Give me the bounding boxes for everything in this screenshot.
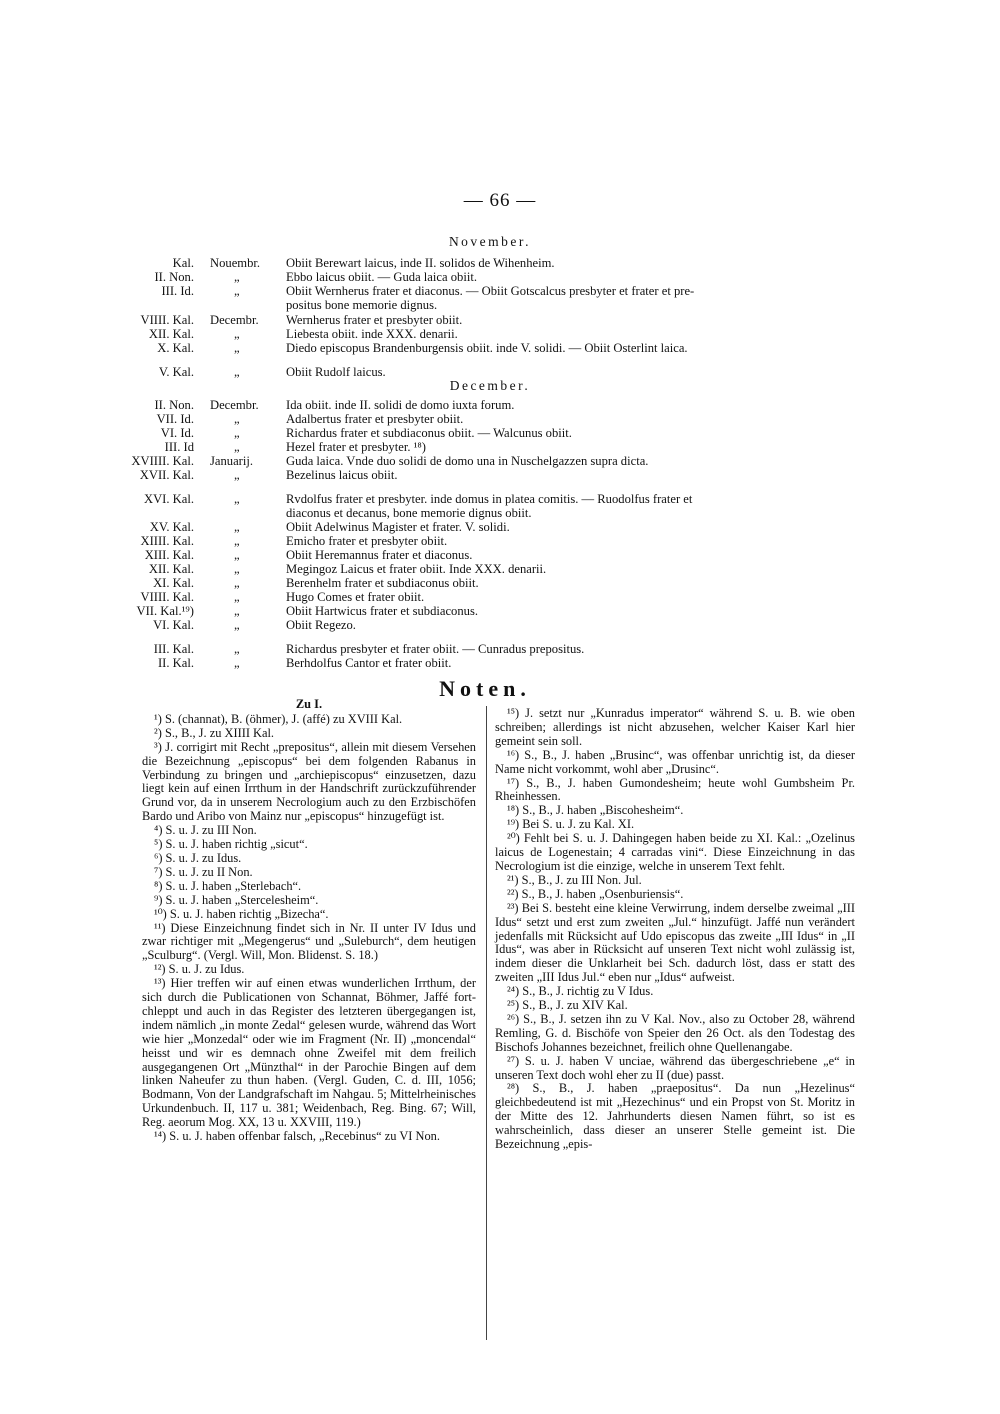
entry-day: III. Id (164, 440, 194, 454)
column-divider (486, 706, 487, 1340)
entry-day: XIIII. Kal. (140, 534, 194, 548)
entry-day: VI. Kal. (153, 618, 194, 632)
footnote: ¹¹) Diese Einzeichnung findet sich in Nr. II unter IV Idus und zwar richtiger mit „Megengerus“ und „Suleburch“, dem heutigen „Sculburg“. (Vergl. Will, Mon. Blidenst. S. 18.) (142, 920, 476, 963)
footnote: ²¹) S., B., J. zu III Non. Jul. (507, 872, 642, 887)
entry-month: „ (234, 284, 240, 298)
footnote: ⁶) S. u. J. zu Idus. (154, 850, 242, 865)
entry-day: VIIII. Kal. (140, 590, 194, 604)
footnote: ²⁸) S., B., J. haben „praepositus“. Da nun „Hezelinus“ gleichbedeutend ist mit „Hezechinus“ und ein Propst von St. Moritz in der Mitte des 12. Jahrhunderts diesen Namen führt, so ist es wahrscheinlich, dass dieser an unserer Stelle gemeint ist. Die Bezeichnung „epis- (495, 1081, 855, 1152)
entry-day: XII. Kal. (148, 327, 194, 341)
entry-day: VII. Kal.¹⁹) (136, 604, 194, 618)
entry-text: Obiit Hartwicus frater et subdiaconus. (286, 604, 478, 618)
entry-text: Richardus presbyter et frater obiit. — Cunradus prepositus. (286, 642, 585, 656)
entry-month: „ (234, 327, 240, 341)
entry-text-block (286, 492, 860, 520)
entry-month: „ (234, 656, 240, 670)
footnote: ²⁷) S. u. J. haben V unciae, während das übergeschriebene „e“ in unseren Text doch wohl eher zu II (due) passt. (495, 1053, 855, 1082)
entry-text-continued: diaconus et decanus, bone memorie dignus obiit. (286, 506, 532, 520)
entry-text: Ida obiit. inde II. solidi de domo iuxta forum. (286, 398, 515, 412)
entry-month: „ (234, 270, 240, 284)
entry-month: „ (234, 426, 240, 440)
entry-day: XVII. Kal. (139, 468, 194, 482)
entry-month: „ (234, 365, 240, 379)
entry-day: II. Kal. (157, 656, 194, 670)
entry-text-continued: positus bone memorie dignus. (286, 298, 438, 312)
entry-text: Guda laica. Vnde duo solidi de domo una in Nuschelgazzen supra dicta. (286, 454, 649, 468)
footnote: ⁸) S. u. J. haben „Sterlebach“. (154, 878, 302, 893)
footnote: ⁵) S. u. J. haben richtig „sicut“. (154, 837, 308, 852)
entry-text: Wernherus frater et presbyter obiit. (286, 313, 463, 327)
entry-month: „ (234, 604, 240, 618)
footnote: ²⁶) S., B., J. setzen ihn zu V Kal. Nov., also zu October 28, während Remling, G. d. Bischöfe von Speier den 26 Oct. als den Todestag des Bischofs Johannes bezeichnet, freilich ohne Quellenangabe. (495, 1011, 855, 1054)
entry-day: VI. Id. (160, 426, 194, 440)
entry-month: „ (234, 492, 240, 506)
entry-day: X. Kal. (157, 341, 194, 355)
section-title-november: November. (448, 234, 532, 249)
notes-column-right (495, 707, 855, 1152)
entry-text: Diedo episcopus Brandenburgensis obiit. inde V. solidi. — Obiit Osterlint laica. (286, 341, 688, 355)
entry-month: „ (234, 520, 240, 534)
notes-column-left (142, 698, 476, 1144)
entry-day: II. Non. (154, 270, 194, 284)
entry-month: „ (234, 590, 240, 604)
entry-month: Nouembr. (210, 256, 261, 270)
entry-text: Hezel frater et presbyter. ¹⁸) (286, 440, 426, 454)
entry-text: Berenhelm frater et subdiaconus obiit. (286, 576, 479, 590)
footnote: ²³) Bei S. besteht eine kleine Verwirrung, indem derselbe zweimal „III Idus“ setzt und erst zum zweiten „Jul.“ hinzufügt. Jaffé nun verändert jedenfalls mit Rücksicht auf Udo episcopus das zweite „III Idus“ in „II Idus“, was aber in Rücksicht auf unseren Text nicht wohl zulässig ist, indem dieser die Unklarheit bei Sch. dadurch löst, dass er statt des zweiten „III Idus Jul.“ eben nur „Idus“ aufweist. (495, 900, 855, 985)
entry-text: Adalbertus frater et presbyter obiit. (286, 412, 464, 426)
entry-text: Obiit Heremannus frater et diaconus. (286, 548, 473, 562)
entry-text: Obiit Wernherus frater et diaconus. — Obiit Gotscalcus presbyter et frater et pre- (286, 284, 695, 298)
entry-day: Kal. (172, 256, 194, 270)
entry-text: Obiit Regezo. (286, 618, 356, 632)
notes-heading: Noten. (439, 676, 531, 701)
entry-day: XVIIII. Kal. (131, 454, 194, 468)
entry-text: Bezelinus laicus obiit. (286, 468, 398, 482)
footnote: ¹²) S. u. J. zu Idus. (154, 962, 245, 977)
footnote: ³) J. corrigirt mit Recht „prepositus“, allein mit diesem Versehen die Bezeichnung „episcopus“ bei dem folgenden Rabanus in Verbindung zu bringen und „archiepiscopus“ einzusetzen, dazu liegt kein auf einen Irrthum in der Handschrift zurückzuführender Grund vor, da in unserem Necrologium auch zu den Erzbischöfen Bardo und Aribo von Mainz nur „episcopus“ hinzugefügt ist. (142, 739, 476, 824)
footnote: ⁷) S. u. J. zu II Non. (154, 864, 253, 879)
footnote: ¹⁵) J. setzt nur „Kunradus imperator“ während S. u. B. wie oben schreiben; allerdings ist nicht abzusehen, welcher Kaiser Karl hier gemeint sein soll. (495, 706, 855, 748)
footnote: ⁴) S. u. J. zu III Non. (154, 823, 257, 838)
footnote: ¹³) Hier treffen wir auf einen etwas wunderlichen Irrthum, der sich durch die Publicationen von Schannat, Böhmer, Jaffé fort-chleppt und auch in das Register des letzteren übergegangen ist, indem nämlich „in monte Zedal“ gelesen wurde, während das Wort wie hier „Monzedal“ oder wie im Fragment (Nr. II) „moncendal“ heisst und wir es demnach ohne Zweifel mit dem freilich ausgegangenen Ort „Münzthal“ in der Parochie Bingen auf dem linken Naheufer zu thun haben. (Vergl. Guden, C. d. III, 1056; Bodmann, Von der Landgrafschaft im Nahgau. 5; Mittelrheinisches Urkundenbuch. II, 117 u. 381; Weidenbach, Reg. Bing. 67; Will, Reg. aeorum Mog. XX, 13 u. XXVIII, 119.) (142, 976, 476, 1130)
footnote: ¹⁷) S., B., J. haben Gumondesheim; heute wohl Gumbsheim Pr. Rheinhessen. (495, 775, 855, 804)
entry-day: V. Kal. (158, 365, 194, 379)
entry-day: II. Non. (154, 398, 194, 412)
entry-text: Obiit Rudolf laicus. (286, 365, 386, 379)
entry-month: „ (234, 468, 240, 482)
entry-month: „ (234, 412, 240, 426)
footnote: ¹⁸) S., B., J. haben „Biscohesheim“. (507, 803, 684, 818)
entry-text: Obiit Berewart laicus, inde II. solidos de Wihenheim. (286, 256, 555, 270)
entry-text: Megingoz Laicus et frater obiit. Inde XXX. denarii. (286, 562, 547, 576)
footnote: ²) S., B., J. zu XIIII Kal. (154, 725, 275, 740)
entry-day: XIII. Kal. (144, 548, 194, 562)
entry-month: „ (234, 576, 240, 590)
entry-text: Liebesta obiit. inde XXX. denarii. (286, 327, 458, 341)
entry-text: Emicho frater et presbyter obiit. (286, 534, 448, 548)
entry-day: III. Kal. (153, 642, 194, 656)
entry-month: „ (234, 548, 240, 562)
footnote: ⁹) S. u. J. haben „Stercelesheim“. (154, 892, 319, 907)
footnote: ¹) S. (channat), B. (öhmer), J. (affé) zu XVIII Kal. (154, 711, 403, 726)
footnote: ²⁰) Fehlt bei S. u. J. Dahingegen haben beide zu XI. Kal.: „Ozelinus laicus de Logenestain; 4 carradas vini“. Diese Einzeichnung in das Necrologium ist die einzige, welche in unserem Text fehlt. (495, 831, 855, 873)
footnote: ¹⁹) Bei S. u. J. zu Kal. XI. (507, 817, 635, 832)
footnote: ¹⁴) S. u. J. haben offenbar falsch, „Recebinus“ zu VI Non. (154, 1129, 440, 1144)
footnote: ²²) S., B., J. haben „Osenburiensis“. (507, 886, 684, 901)
entry-day: III. Id. (161, 284, 194, 298)
entry-day: XVI. Kal. (143, 492, 194, 506)
entry-day: XI. Kal. (153, 576, 194, 590)
entry-day: VIIII. Kal. (140, 313, 194, 327)
section-title-december: December. (449, 378, 531, 393)
entry-month: Decembr. (210, 313, 259, 327)
entry-text: Hugo Comes et frater obiit. (286, 590, 425, 604)
entry-month: „ (234, 562, 240, 576)
footnote: ²⁴) S., B., J. richtig zu V Idus. (507, 984, 654, 999)
entry-month: Decembr. (210, 398, 259, 412)
entry-month: „ (234, 642, 240, 656)
entry-month: „ (234, 341, 240, 355)
entry-day: VII. Id. (156, 412, 194, 426)
footnote: ²⁵) S., B., J. zu XIV Kal. (507, 998, 628, 1013)
entry-month: „ (234, 618, 240, 632)
entry-month: „ (234, 534, 240, 548)
entry-text-block (286, 284, 860, 312)
entry-text: Ebbo laicus obiit. — Guda laica obiit. (286, 270, 477, 284)
footnote: ¹⁰) S. u. J. haben richtig „Bizecha“. (154, 906, 329, 921)
entry-text: Richardus frater et subdiaconus obiit. — Walcunus obiit. (286, 426, 572, 440)
notes-subheading: Zu I. (295, 697, 323, 711)
page-number: — 66 — (463, 190, 537, 211)
entry-text: Rvdolfus frater et presbyter. inde domus in platea comitis. — Ruodolfus frater et (286, 492, 693, 506)
entry-day: XV. Kal. (149, 520, 194, 534)
entry-text: Obiit Adelwinus Magister et frater. V. solidi. (286, 520, 510, 534)
entry-month: Januarij. (210, 454, 254, 468)
entry-day: XII. Kal. (148, 562, 194, 576)
entry-text: Berhdolfus Cantor et frater obiit. (286, 656, 452, 670)
footnote: ¹⁶) S., B., J. haben „Brusinc“, was offenbar unrichtig ist, da dieser Name nicht vorkommt, wohl aber „Drusinc“. (495, 747, 855, 776)
entry-month: „ (234, 440, 240, 454)
